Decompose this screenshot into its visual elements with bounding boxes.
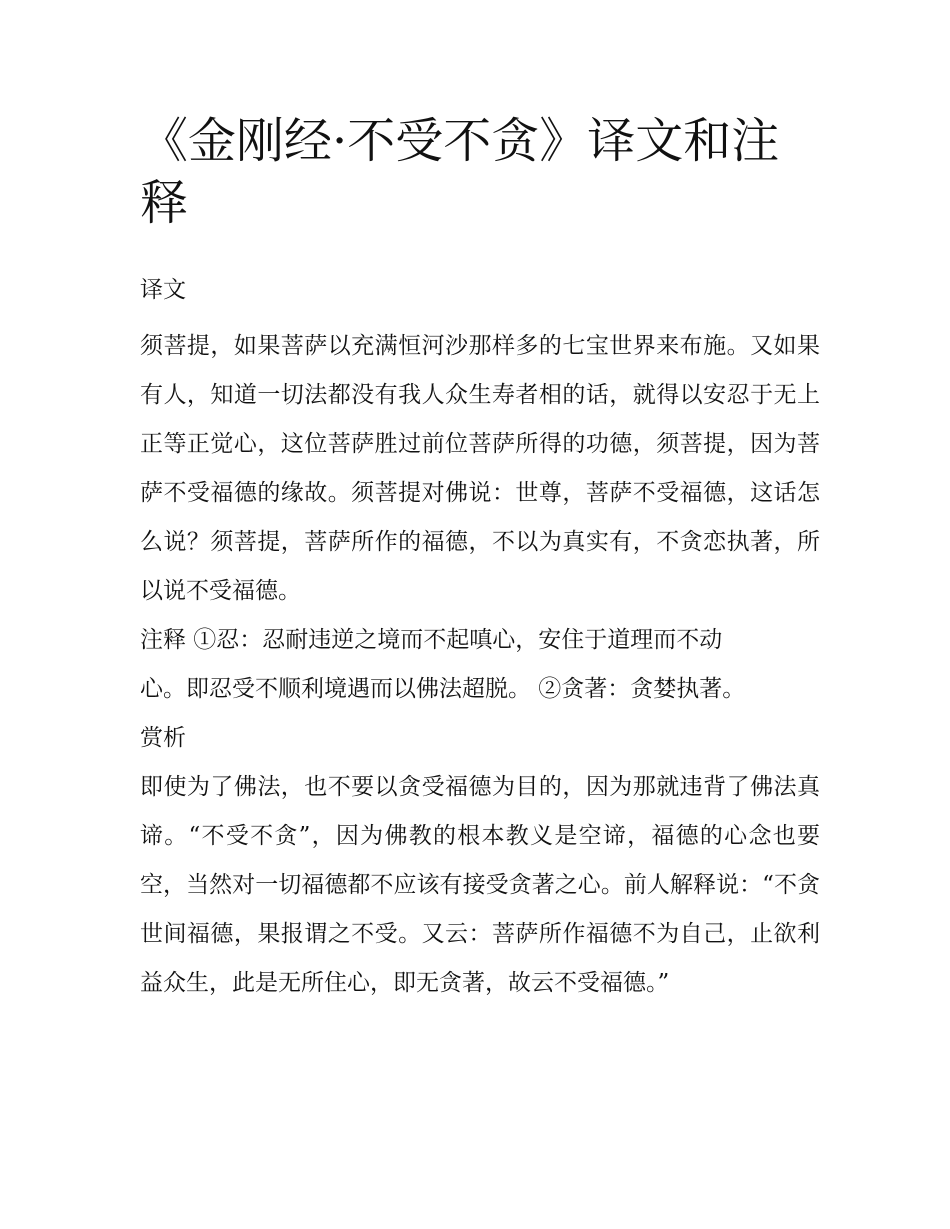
document-page xyxy=(140,110,820,1008)
document-title: 《金刚经·不受不贪》译文和注释 xyxy=(140,113,780,231)
translation-paragraph: 须菩提，如果菩萨以充满恒河沙那样多的七宝世界来布施。又如果有人，知道一切法都没有我人众生寿者相的话，就得以安忍于无上正等正觉心，这位菩萨胜过前位菩萨所得的功德，须菩提，因为菩萨不受福德的缘故。须菩提对佛说：世尊，菩萨不受福德，这话怎么说？须菩提，菩萨所作的福德，不以为真实有，不贪恋执著，所以说不受福德。 xyxy=(140,333,820,604)
notes-line-2: 心。即忍受不顺利境遇而以佛法超脱。 ②贪著：贪婪执著。 xyxy=(140,676,746,702)
translation-heading: 译文 xyxy=(140,277,186,303)
notes-line-1: 注释 ①忍：忍耐违逆之境而不起嗔心，安住于道理而不动 xyxy=(140,627,723,653)
analysis-heading: 赏析 xyxy=(140,725,186,751)
analysis-paragraph: 即使为了佛法，也不要以贪受福德为目的，因为那就违背了佛法真谛。“不受不贪”，因为佛教的根本教义是空谛，福德的心念也要空，当然对一切福德都不应该有接受贪著之心。前人解释说：“不贪世间福德，果报谓之不受。又云：菩萨所作福德不为自己，止欲利益众生，此是无所住心，即无贪著，故云不受福德。” xyxy=(140,774,820,996)
